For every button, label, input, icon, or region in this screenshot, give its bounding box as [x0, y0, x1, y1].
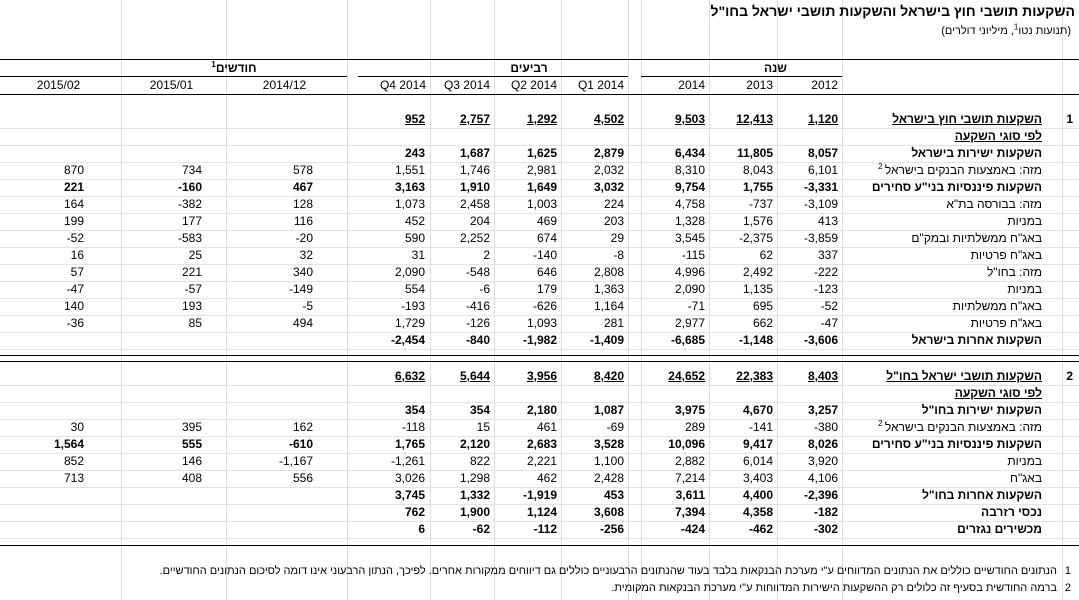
table-cell: -548 [465, 265, 490, 279]
table-cell: 7,214 [674, 471, 705, 485]
row-label: מכשירים נגזרים [957, 522, 1042, 536]
table-cell: 1,576 [742, 214, 773, 228]
table-row [0, 402, 1079, 420]
table-cell: 29 [610, 231, 624, 245]
column-header: 2015/01 [149, 78, 194, 92]
table-cell: -3,331 [803, 180, 838, 194]
table-cell: 2,808 [593, 265, 624, 279]
group-quarters: רביעים [510, 61, 548, 75]
table-cell: 6,101 [807, 163, 838, 177]
table-cell: 85 [188, 316, 202, 330]
table-cell: 1,100 [593, 454, 624, 468]
table-cell: -256 [599, 522, 624, 536]
table-cell: 3,611 [675, 488, 705, 502]
table-cell: 3,920 [807, 454, 838, 468]
table-cell: 2,032 [593, 163, 624, 177]
table-cell: 2,879 [593, 146, 624, 160]
table-cell: 62 [759, 248, 773, 262]
table-cell: 4,758 [674, 197, 705, 211]
table-cell: -1,261 [390, 454, 425, 468]
table-cell: 1,164 [593, 299, 624, 313]
table-cell: 162 [292, 420, 313, 434]
table-cell: -302 [813, 522, 838, 536]
table-cell: 1,298 [459, 471, 490, 485]
table-cell: -57 [184, 282, 202, 296]
table-cell: 3,403 [742, 471, 773, 485]
group-year: שנה [764, 61, 787, 75]
table-cell: 9,417 [742, 437, 773, 451]
section-number: 2 [1066, 369, 1073, 383]
table-cell: 1,124 [526, 505, 557, 519]
table-cell: 116 [293, 214, 313, 228]
table-cell: 674 [536, 231, 557, 245]
table-cell: 4,106 [807, 471, 838, 485]
table-cell: 32 [299, 248, 313, 262]
table-cell: 734 [181, 163, 202, 177]
table-cell: -583 [177, 231, 202, 245]
row-label: השקעות פיננסיות בני"ע סחירים [871, 180, 1042, 194]
table-row [0, 504, 1079, 522]
table-cell: -840 [465, 333, 490, 347]
table-cell: -737 [748, 197, 773, 211]
table-cell: 494 [292, 316, 313, 330]
table-cell: 4,670 [742, 403, 773, 417]
table-cell: 3,528 [593, 437, 624, 451]
table-cell: 203 [603, 214, 624, 228]
table-cell: 146 [181, 454, 202, 468]
table-cell: 461 [536, 420, 557, 434]
table-cell: 1,087 [593, 403, 624, 417]
table-cell: 221 [63, 180, 84, 194]
row-label: במניות [1007, 454, 1042, 468]
header-group-row [0, 60, 1079, 77]
table-cell: 1,003 [526, 197, 557, 211]
table-cell: 337 [817, 248, 838, 262]
table-cell: 2,757 [459, 112, 490, 126]
table-cell: 1,910 [459, 180, 490, 194]
table-cell: 1,649 [526, 180, 557, 194]
section-number: 1 [1066, 112, 1073, 126]
table-cell: 2 [483, 248, 490, 262]
table-cell: 467 [292, 180, 313, 194]
column-header: 2014/12 [262, 78, 307, 92]
table-cell: 469 [536, 214, 557, 228]
table-row [0, 179, 1079, 197]
table-row [0, 332, 1079, 350]
table-row [0, 128, 1079, 146]
table-cell: 7,394 [674, 505, 705, 519]
table-cell: 2,090 [674, 282, 705, 296]
table-row [0, 298, 1079, 316]
row-label: לפי סוגי השקעה [954, 129, 1042, 143]
footnote-text: ברמה החודשית בסעיף זה כלולים רק ההשקעות הישירות המדווחות ע"י מערכת הבנקאות המקומית. [611, 582, 1057, 594]
table-cell: 8,403 [807, 369, 838, 383]
table-cell: 281 [603, 316, 624, 330]
table-cell: 221 [181, 265, 202, 279]
row-label: באג"ח ממשלתיות ובמק"ם [911, 231, 1042, 245]
table-cell: -1,409 [589, 333, 624, 347]
table-cell: 193 [181, 299, 202, 313]
table-cell: 4,996 [674, 265, 705, 279]
table-cell: -416 [465, 299, 490, 313]
table-cell: -3,859 [803, 231, 838, 245]
table-cell: 8,310 [674, 163, 705, 177]
group-months: חודשים$^1$ [211, 60, 257, 75]
table-cell: 1,687 [459, 146, 490, 160]
table-cell: 578 [292, 163, 313, 177]
table-cell: -380 [813, 420, 838, 434]
table-cell: -382 [177, 197, 202, 211]
table-row [0, 436, 1079, 454]
table-cell: 3,545 [674, 231, 705, 245]
table-cell: 662 [752, 316, 773, 330]
table-row [0, 230, 1079, 248]
table-cell: 6,434 [674, 146, 705, 160]
table-cell: 762 [404, 505, 425, 519]
table-cell: -160 [177, 180, 202, 194]
table-cell: 2,428 [593, 471, 624, 485]
table-cell: 1,900 [459, 505, 490, 519]
table-cell: 408 [181, 471, 202, 485]
table-cell: 590 [404, 231, 425, 245]
column-header: Q1 2014 [577, 78, 624, 92]
table-cell: 140 [63, 299, 84, 313]
table-cell: 4,358 [742, 505, 773, 519]
table-cell: 822 [469, 454, 490, 468]
table-cell: -6,685 [670, 333, 705, 347]
column-header: Q2 2014 [510, 78, 557, 92]
table-cell: 713 [63, 471, 84, 485]
table-cell: 4,502 [593, 112, 624, 126]
page-title: השקעות תושבי חוץ בישראל והשקעות תושבי ישראל בחו"ל [710, 3, 1075, 19]
table-cell: 9,754 [674, 180, 705, 194]
table-cell: 2,492 [742, 265, 773, 279]
table-row [0, 453, 1079, 471]
table-row [0, 196, 1079, 214]
row-label: מזה: באמצעות הבנקים בישראל $^2$ [878, 419, 1042, 434]
table-cell: 1,073 [394, 197, 425, 211]
table-cell: 870 [63, 163, 84, 177]
table-cell: 952 [404, 112, 425, 126]
table-cell: 15 [476, 420, 490, 434]
table-cell: 10,096 [668, 437, 705, 451]
column-header: 2013 [746, 78, 773, 92]
table-cell: 2,981 [526, 163, 557, 177]
table-cell: 1,625 [526, 146, 557, 160]
table-cell: 646 [536, 265, 557, 279]
table-cell: 1,135 [742, 282, 773, 296]
table-cell: 8,026 [807, 437, 838, 451]
table-cell: 2,180 [526, 403, 557, 417]
table-row [0, 162, 1079, 180]
table-cell: 453 [603, 488, 624, 502]
table-cell: -112 [533, 522, 557, 536]
table-cell: -36 [66, 316, 84, 330]
table-row [0, 281, 1079, 299]
row-label: השקעות אחרות בחו"ל [922, 488, 1042, 502]
table-cell: 2,221 [526, 454, 557, 468]
table-cell: -1,982 [522, 333, 557, 347]
row-label: השקעות תושבי ישראל בחו"ל [886, 369, 1042, 383]
footnote-number: 1 [1064, 565, 1071, 577]
row-label: באג"ח פרטיות [970, 316, 1042, 330]
table-cell: 2,252 [459, 231, 490, 245]
table-cell: 3,956 [526, 369, 557, 383]
table-row [0, 470, 1079, 488]
table-cell: -126 [465, 316, 490, 330]
row-label: השקעות ישירות בחו"ל [921, 403, 1042, 417]
table-cell: -626 [532, 299, 557, 313]
column-header-row [0, 77, 1079, 94]
table-row [0, 264, 1079, 282]
table-cell: 2,882 [674, 454, 705, 468]
table-cell: 3,975 [674, 403, 705, 417]
table-cell: -71 [687, 299, 705, 313]
row-label: מזה: בחו"ל [987, 265, 1042, 279]
table-cell: 2,458 [459, 197, 490, 211]
table-row [0, 111, 1079, 129]
row-label: באג"ח פרטיות [970, 248, 1042, 262]
column-header: 2015/02 [36, 78, 81, 92]
table-row [0, 145, 1079, 163]
table-cell: -20 [295, 231, 313, 245]
row-label: במניות [1007, 214, 1042, 228]
table-row [0, 419, 1079, 437]
table-row [0, 385, 1079, 403]
table-cell: -141 [748, 420, 773, 434]
table-cell: 6 [418, 522, 425, 536]
table-cell: 2,090 [394, 265, 425, 279]
row-label: השקעות תושבי חוץ בישראל [892, 112, 1042, 126]
table-cell: -462 [748, 522, 773, 536]
row-label: מזה: באמצעות הבנקים בישראל $^2$ [878, 162, 1042, 177]
table-cell: -8 [613, 248, 624, 262]
column-header: Q4 2014 [379, 78, 426, 92]
table-cell: -47 [820, 316, 838, 330]
table-cell: 164 [63, 197, 84, 211]
table-cell: 1,120 [807, 112, 838, 126]
table-cell: -182 [813, 505, 838, 519]
table-cell: 1,551 [394, 163, 425, 177]
table-cell: -424 [680, 522, 705, 536]
table-cell: -6 [479, 282, 490, 296]
table-cell: 556 [292, 471, 313, 485]
table-cell: 199 [63, 214, 84, 228]
table-cell: 128 [292, 197, 313, 211]
row-label: במניות [1007, 282, 1042, 296]
table-cell: -62 [472, 522, 490, 536]
table-cell: 8,043 [742, 163, 773, 177]
table-cell: 11,805 [736, 146, 773, 160]
row-label: לפי סוגי השקעה [954, 386, 1042, 400]
table-cell: 1,332 [459, 488, 490, 502]
table-row [0, 213, 1079, 231]
table-cell: -3,109 [803, 197, 838, 211]
table-cell: 22,383 [736, 369, 773, 383]
table-cell: 289 [684, 420, 705, 434]
table-cell: 3,026 [394, 471, 425, 485]
table-cell: 6,014 [742, 454, 773, 468]
row-label: מזה: בבורסה בת"א [946, 197, 1042, 211]
table-row [0, 487, 1079, 505]
table-cell: -140 [532, 248, 557, 262]
column-header: 2014 [678, 78, 705, 92]
table-cell: 1,564 [53, 437, 84, 451]
table-cell: 852 [63, 454, 84, 468]
table-cell: 1,746 [459, 163, 490, 177]
table-cell: 5,644 [459, 369, 490, 383]
footnote-text: הנתונים החודשיים כוללים את הנתונים המדווחים ע"י מערכת הבנקאות בלבד בעוד שהנתונים הרבעוניים כוללים גם דיווחים ממקורות אחרים. לפיכך, הנתון הרבעוני אינו דומה לסיכום הנתונים החודשיים. [159, 565, 1057, 577]
table-cell: 354 [404, 403, 425, 417]
row-label: באג"ח [1010, 471, 1042, 485]
table-cell: 3,745 [394, 488, 425, 502]
table-cell: 2,683 [526, 437, 557, 451]
table-cell: 340 [292, 265, 313, 279]
table-cell: 204 [469, 214, 490, 228]
table-cell: -2,454 [390, 333, 425, 347]
table-row [0, 368, 1079, 386]
footnote-number: 2 [1064, 582, 1071, 594]
table-cell: -222 [813, 265, 838, 279]
table-cell: -118 [401, 420, 425, 434]
column-header: Q3 2014 [443, 78, 490, 92]
table-cell: -52 [66, 231, 84, 245]
table-cell: 179 [536, 282, 557, 296]
row-label: נכסי רזרבה [980, 505, 1042, 519]
table-cell: 12,413 [736, 112, 773, 126]
page-subtitle: (תנועות נטו$^1$, מיליוני דולרים) [941, 22, 1071, 37]
table-cell: 9,503 [674, 112, 705, 126]
table-cell: 243 [404, 146, 425, 160]
table-row [0, 315, 1079, 333]
table-cell: 1,765 [394, 437, 425, 451]
table-cell: -3,606 [803, 333, 838, 347]
table-cell: 177 [181, 214, 202, 228]
table-cell: 4,400 [742, 488, 773, 502]
row-label: השקעות אחרות בישראל [911, 333, 1042, 347]
table-cell: 554 [404, 282, 425, 296]
row-label: השקעות פיננסיות בני"ע סחירים [871, 437, 1042, 451]
table-cell: 1,729 [394, 316, 425, 330]
table-cell: -1,148 [738, 333, 773, 347]
table-cell: 462 [536, 471, 557, 485]
table-cell: 16 [70, 248, 84, 262]
table-cell: 3,163 [394, 180, 425, 194]
table-cell: 354 [469, 403, 490, 417]
column-header: 2012 [811, 78, 838, 92]
table-cell: 2,120 [459, 437, 490, 451]
table-cell: 3,032 [593, 180, 624, 194]
table-cell: -2,396 [803, 488, 838, 502]
table-cell: -5 [302, 299, 313, 313]
table-cell: -610 [288, 437, 313, 451]
table-cell: 1,292 [526, 112, 557, 126]
table-cell: 2,977 [674, 316, 705, 330]
table-cell: -1,919 [522, 488, 557, 502]
table-cell: 413 [817, 214, 838, 228]
table-cell: -149 [288, 282, 313, 296]
table-cell: 1,755 [742, 180, 773, 194]
table-cell: -123 [813, 282, 838, 296]
table-cell: 695 [752, 299, 773, 313]
table-cell: 8,420 [593, 369, 624, 383]
table-cell: -69 [606, 420, 624, 434]
table-cell: 24,652 [668, 369, 705, 383]
table-cell: 3,608 [593, 505, 624, 519]
table-cell: -115 [681, 248, 705, 262]
row-label: באג"ח ממשלתיות [952, 299, 1042, 313]
table-cell: 8,057 [807, 146, 838, 160]
table-cell: 57 [70, 265, 84, 279]
table-cell: -2,375 [738, 231, 773, 245]
table-cell: 452 [404, 214, 425, 228]
table-cell: -1,167 [278, 454, 313, 468]
table-cell: 555 [181, 437, 202, 451]
table-cell: 224 [603, 197, 624, 211]
table-cell: 31 [411, 248, 425, 262]
table-row [0, 521, 1079, 539]
table-cell: -52 [820, 299, 838, 313]
table-row [0, 247, 1079, 265]
table-cell: 6,632 [394, 369, 425, 383]
row-label: השקעות ישירות בישראל [911, 146, 1042, 160]
table-cell: 1,363 [593, 282, 624, 296]
table-cell: 30 [70, 420, 84, 434]
table-cell: 25 [188, 248, 202, 262]
table-cell: 1,328 [674, 214, 705, 228]
table-cell: -47 [66, 282, 84, 296]
table-cell: -193 [400, 299, 425, 313]
table-cell: 395 [181, 420, 202, 434]
table-cell: 1,093 [526, 316, 557, 330]
table-cell: 3,257 [807, 403, 838, 417]
